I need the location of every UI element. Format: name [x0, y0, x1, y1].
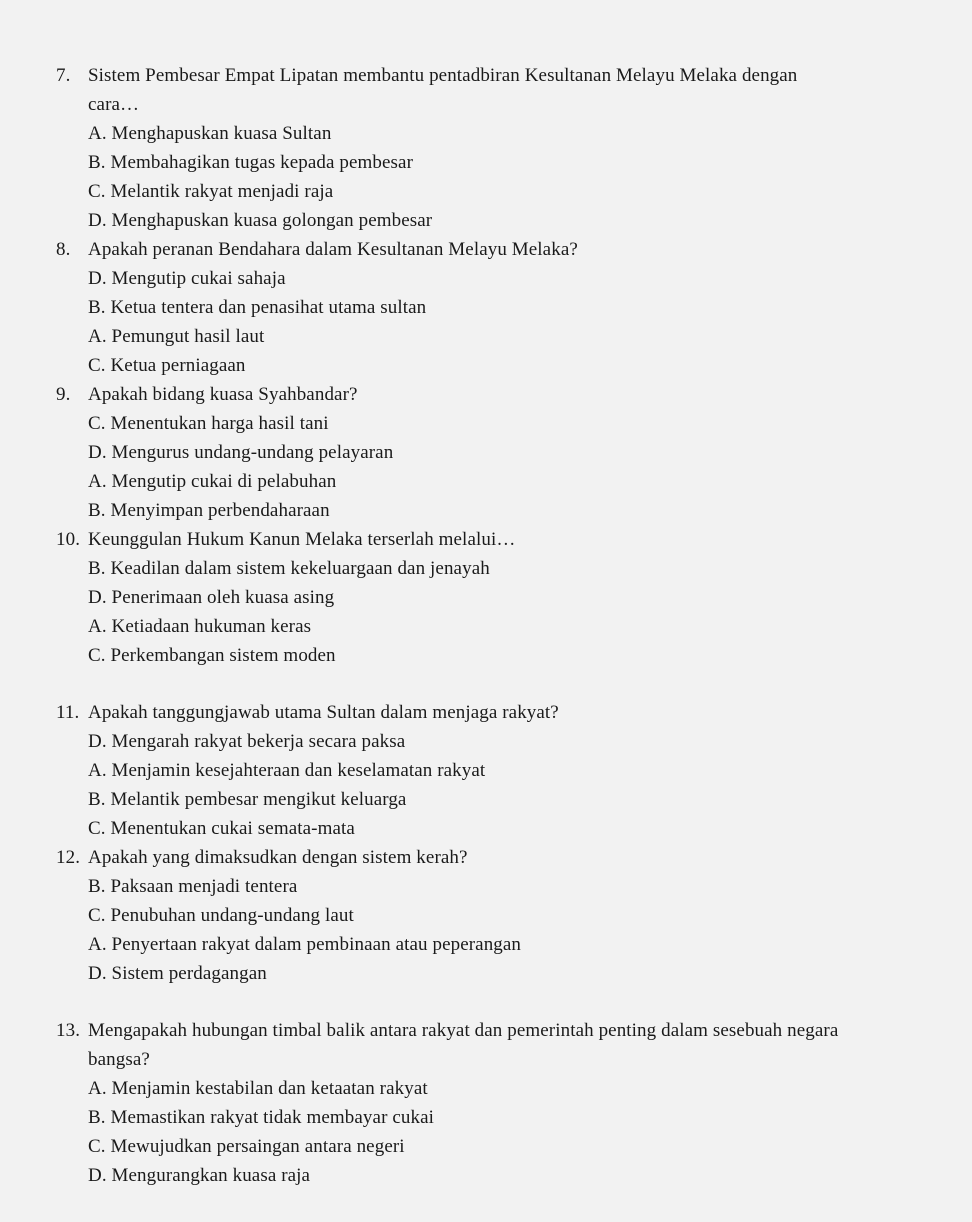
question-number: 13. [56, 1020, 81, 1041]
option-list [56, 727, 932, 843]
option-item[interactable]: A. Ketiadaan hukuman keras [88, 616, 312, 637]
question-stem [56, 235, 932, 264]
question-number: 9. [56, 384, 71, 405]
question-stem [56, 843, 932, 872]
option-item[interactable]: A. Menjamin kestabilan dan ketaatan rakyat [88, 1078, 428, 1099]
question-12 [56, 843, 932, 988]
question-number: 7. [56, 65, 71, 86]
option-item[interactable]: B. Melantik pembesar mengikut keluarga [88, 789, 407, 810]
question-text: Apakah peranan Bendahara dalam Kesultanan Melayu Melaka? [88, 239, 578, 260]
question-text: Apakah bidang kuasa Syahbandar? [88, 384, 358, 405]
section-spacer [56, 670, 932, 698]
option-item[interactable]: A. Menjamin kesejahteraan dan keselamatan rakyat [88, 760, 486, 781]
option-list [56, 1074, 932, 1190]
option-item[interactable]: B. Paksaan menjadi tentera [88, 876, 298, 897]
question-number: 11. [56, 702, 80, 723]
question-9 [56, 380, 932, 525]
question-stem [56, 380, 932, 409]
question-text: Apakah yang dimaksudkan dengan sistem kerah? [88, 847, 468, 868]
question-number: 8. [56, 239, 71, 260]
option-item[interactable]: C. Perkembangan sistem moden [88, 645, 336, 666]
option-item[interactable]: C. Ketua perniagaan [88, 355, 246, 376]
option-item[interactable]: B. Menyimpan perbendaharaan [88, 500, 330, 521]
question-8 [56, 235, 932, 380]
option-item[interactable]: B. Membahagikan tugas kepada pembesar [88, 152, 414, 173]
question-stem [56, 1016, 932, 1074]
option-item[interactable]: D. Mengutip cukai sahaja [88, 268, 286, 289]
option-item[interactable]: C. Menentukan harga hasil tani [88, 413, 329, 434]
question-13 [56, 1016, 932, 1190]
option-item[interactable]: B. Memastikan rakyat tidak membayar cukai [88, 1107, 434, 1128]
option-list [56, 409, 932, 525]
option-item[interactable]: A. Penyertaan rakyat dalam pembinaan atau peperangan [88, 934, 522, 955]
question-text: Keunggulan Hukum Kanun Melaka terserlah melalui… [88, 529, 516, 550]
option-list [56, 119, 932, 235]
option-item[interactable]: B. Keadilan dalam sistem kekeluargaan dan jenayah [88, 558, 490, 579]
question-stem [56, 525, 932, 554]
question-text: Sistem Pembesar Empat Lipatan membantu pentadbiran Kesultanan Melayu Melaka dengan cara… [88, 65, 798, 115]
section-spacer [56, 988, 932, 1016]
option-item[interactable]: D. Mengurus undang-undang pelayaran [88, 442, 394, 463]
option-item[interactable]: B. Ketua tentera dan penasihat utama sultan [88, 297, 427, 318]
option-item[interactable]: C. Penubuhan undang-undang laut [88, 905, 354, 926]
option-item[interactable]: A. Menghapuskan kuasa Sultan [88, 123, 332, 144]
option-item[interactable]: D. Penerimaan oleh kuasa asing [88, 587, 335, 608]
option-list [56, 264, 932, 380]
option-item[interactable]: C. Menentukan cukai semata-mata [88, 818, 355, 839]
question-stem [56, 61, 932, 119]
question-number: 10. [56, 529, 81, 550]
question-text: Mengapakah hubungan timbal balik antara rakyat dan pemerintah penting dalam sesebuah negara bangsa? [88, 1020, 839, 1070]
option-list [56, 554, 932, 670]
option-item[interactable]: A. Pemungut hasil laut [88, 326, 265, 347]
question-7 [56, 61, 932, 235]
question-10 [56, 525, 932, 670]
option-item[interactable]: C. Mewujudkan persaingan antara negeri [88, 1136, 405, 1157]
question-11 [56, 698, 932, 843]
option-item[interactable]: A. Mengutip cukai di pelabuhan [88, 471, 337, 492]
question-number: 12. [56, 847, 81, 868]
option-item[interactable]: D. Mengarah rakyat bekerja secara paksa [88, 731, 406, 752]
question-text: Apakah tanggungjawab utama Sultan dalam menjaga rakyat? [88, 702, 559, 723]
option-item[interactable]: D. Menghapuskan kuasa golongan pembesar [88, 210, 433, 231]
option-list [56, 872, 932, 988]
question-stem [56, 698, 932, 727]
option-item[interactable]: C. Melantik rakyat menjadi raja [88, 181, 334, 202]
option-item[interactable]: D. Mengurangkan kuasa raja [88, 1165, 311, 1186]
option-item[interactable]: D. Sistem perdagangan [88, 963, 267, 984]
